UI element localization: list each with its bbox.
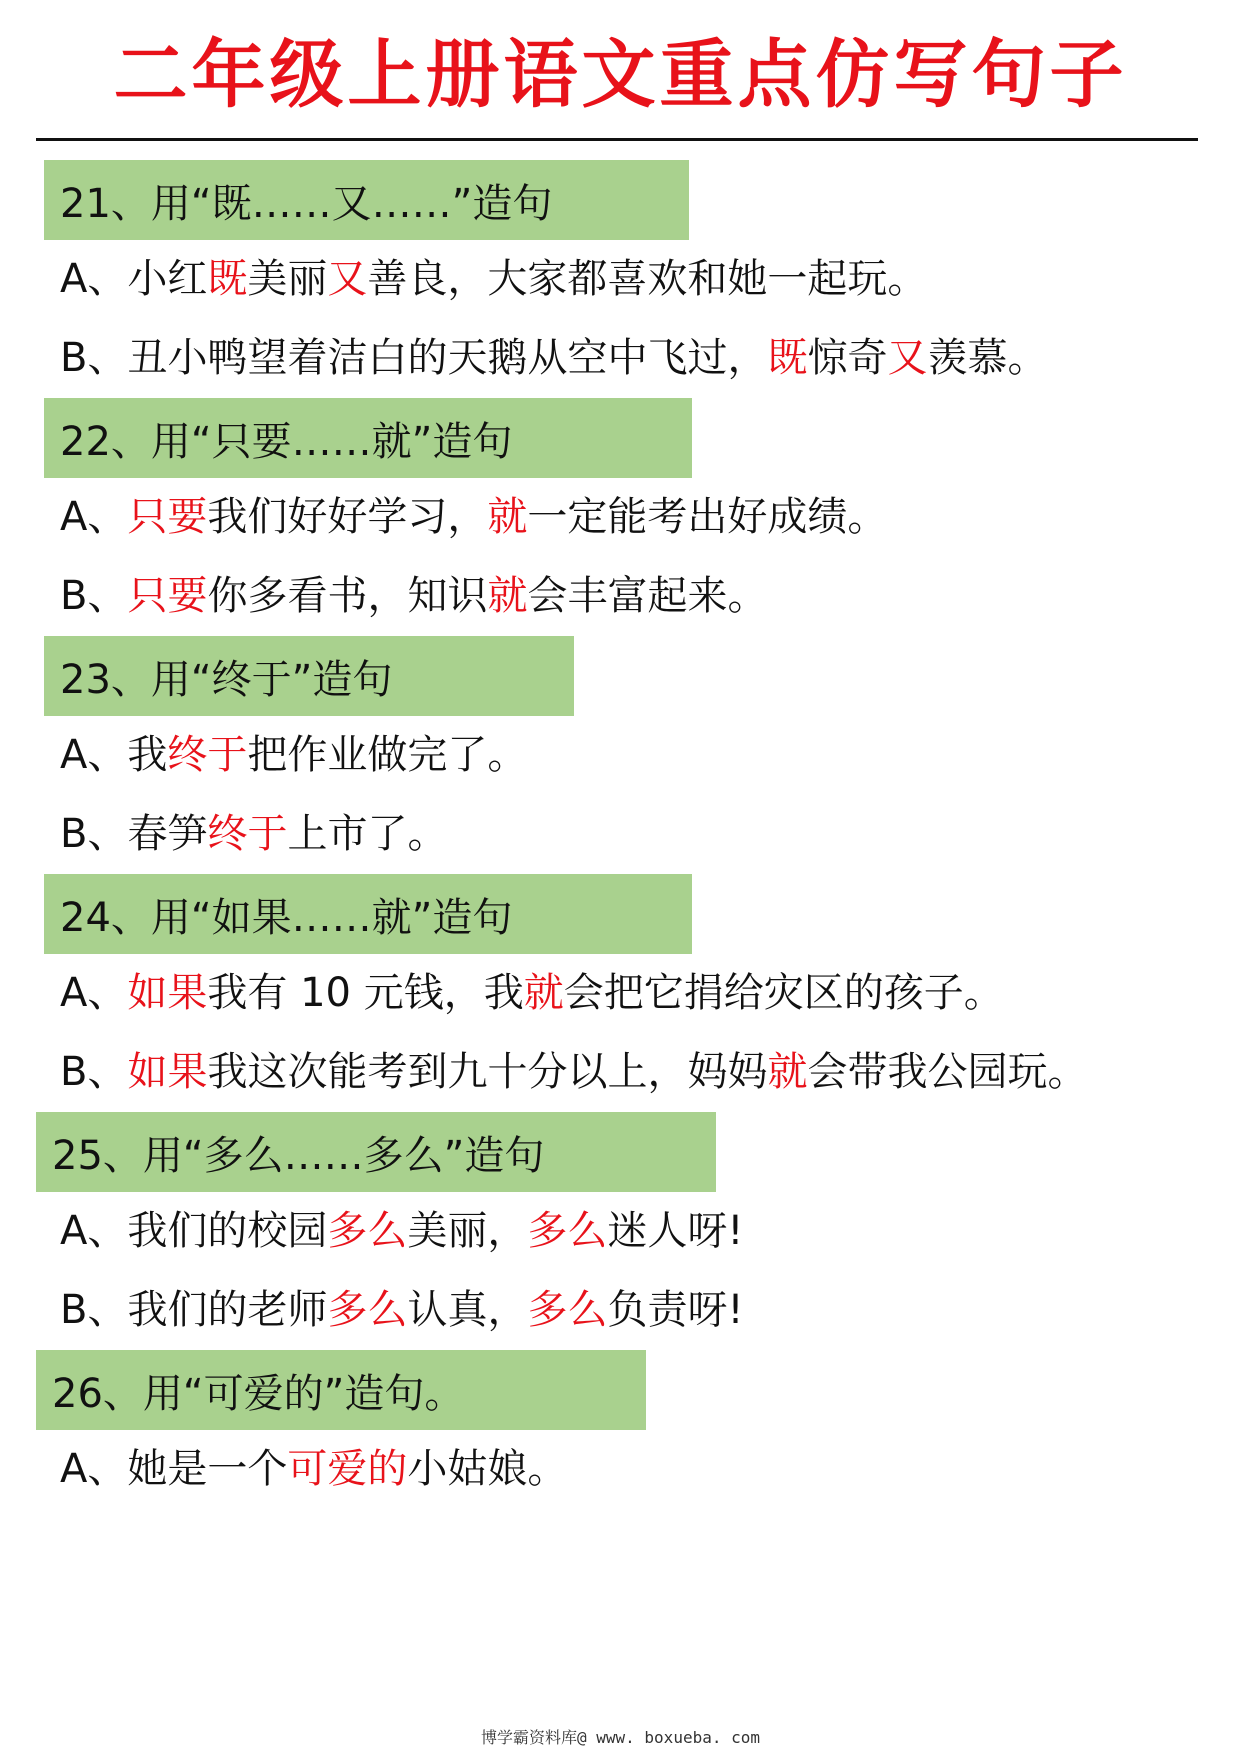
sentence-text: A、	[60, 970, 128, 1016]
keyword-highlight: 只要	[127, 573, 208, 619]
sentence-text: 我们好好学习，	[207, 494, 488, 540]
sentence-text: A、我	[60, 732, 168, 778]
sentence-text: 会带我公园玩。	[807, 1049, 1088, 1095]
keyword-highlight: 既	[207, 256, 248, 302]
sentence-text: 我有 10 元钱，我	[207, 970, 524, 1016]
section-26	[0, 1350, 1241, 1509]
example-sentence-a	[60, 1192, 1190, 1271]
section-25	[0, 1112, 1241, 1350]
example-sentence-a	[60, 1430, 1190, 1509]
section-23	[0, 636, 1241, 874]
sentence-text: 一定能考出好成绩。	[527, 494, 888, 540]
keyword-highlight: 又	[327, 256, 368, 302]
sentence-text: A、我们的校园	[60, 1208, 328, 1254]
keyword-highlight: 多么	[527, 1287, 608, 1333]
sentence-text: 善良，大家都喜欢和她一起玩。	[367, 256, 928, 302]
page-title: 二年级上册语文重点仿写句子	[113, 32, 1128, 118]
keyword-highlight: 如果	[127, 1049, 208, 1095]
section-header: 23、用“终于”造句	[44, 636, 574, 716]
section-header: 26、用“可爱的”造句。	[36, 1350, 646, 1430]
keyword-highlight: 多么	[327, 1208, 408, 1254]
section-header: 22、用“只要……就”造句	[44, 398, 692, 478]
example-sentence-a	[60, 478, 1190, 557]
keyword-highlight: 就	[487, 494, 528, 540]
keyword-highlight: 多么	[327, 1287, 408, 1333]
example-sentence-b	[60, 1033, 1190, 1112]
section-header: 21、用“既……又……”造句	[44, 160, 689, 240]
sentence-text: A、	[60, 494, 128, 540]
example-sentence-a	[60, 716, 1190, 795]
sentence-text: 你多看书，知识	[207, 573, 488, 619]
sentence-text: 羡慕。	[927, 335, 1048, 381]
sentence-text: A、小红	[60, 256, 208, 302]
sentence-text: 负责呀!	[607, 1287, 744, 1333]
keyword-highlight: 终于	[167, 732, 248, 778]
sentence-text: 迷人呀!	[607, 1208, 744, 1254]
sentence-text: B、	[60, 1049, 128, 1095]
sentence-text: 我这次能考到九十分以上，妈妈	[207, 1049, 768, 1095]
sentence-text: 把作业做完了。	[247, 732, 528, 778]
example-sentence-b	[60, 795, 1190, 874]
section-24	[0, 874, 1241, 1112]
example-sentence-b	[60, 1271, 1190, 1350]
footer-watermark: 博学霸资料库@ www. boxueba. com	[480, 1728, 761, 1747]
section-21	[0, 160, 1241, 398]
sentence-text: 小姑娘。	[407, 1446, 568, 1492]
sentence-text: 美丽	[247, 256, 328, 302]
keyword-highlight: 多么	[527, 1208, 608, 1254]
sentence-text: 认真，	[407, 1287, 528, 1333]
section-22	[0, 398, 1241, 636]
keyword-highlight: 如果	[127, 970, 208, 1016]
section-header: 25、用“多么……多么”造句	[36, 1112, 716, 1192]
sentence-text: B、丑小鸭望着洁白的天鹅从空中飞过，	[60, 335, 768, 381]
sentence-text: 会丰富起来。	[527, 573, 768, 619]
keyword-highlight: 终于	[207, 811, 288, 857]
sentence-text: B、	[60, 573, 128, 619]
keyword-highlight: 就	[523, 970, 564, 1016]
example-sentence-b	[60, 319, 1190, 398]
keyword-highlight: 可爱的	[287, 1446, 408, 1492]
keyword-highlight: 只要	[127, 494, 208, 540]
example-sentence-a	[60, 240, 1190, 319]
sentence-text: 上市了。	[287, 811, 448, 857]
sentence-text: B、我们的老师	[60, 1287, 328, 1333]
example-sentence-b	[60, 557, 1190, 636]
keyword-highlight: 既	[767, 335, 808, 381]
keyword-highlight: 又	[887, 335, 928, 381]
sentence-text: 会把它捐给灾区的孩子。	[563, 970, 1004, 1016]
keyword-highlight: 就	[487, 573, 528, 619]
sentence-text: A、她是一个	[60, 1446, 288, 1492]
keyword-highlight: 就	[767, 1049, 808, 1095]
sentence-text: 美丽，	[407, 1208, 528, 1254]
title-divider	[36, 138, 1198, 141]
sentence-text: 惊奇	[807, 335, 888, 381]
section-header: 24、用“如果……就”造句	[44, 874, 692, 954]
example-sentence-a	[60, 954, 1190, 1033]
sentence-text: B、春笋	[60, 811, 208, 857]
document-body	[0, 160, 1241, 1509]
